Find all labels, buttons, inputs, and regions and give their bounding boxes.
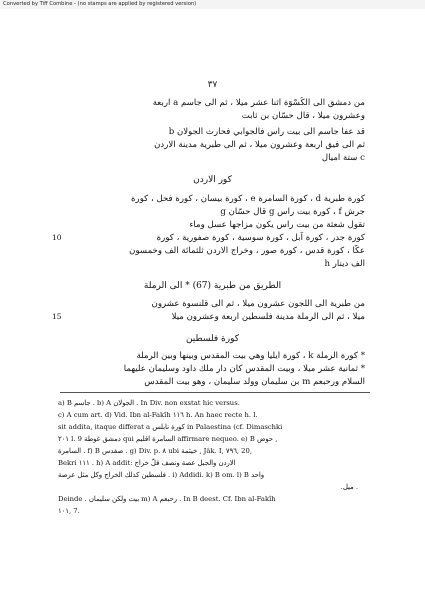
section-heading: كور الاردن: [193, 175, 232, 185]
footnote-line: فلسطين كذلك الخراج وكل مثل عرصة . i) Addidi. k) B om. l) B واحد: [58, 471, 265, 479]
footnote-line: Deinde . بيت ولكن سليمان m) A رحبعم . In B deest. Cf. Ibn al-Fakîh: [58, 495, 276, 503]
text-line: من دمشق الى الكُسْوَة اثنا عشر ميلا ، ثم الى جاسم a اربعة: [152, 98, 365, 108]
footnote-line: .ميل .: [340, 483, 358, 491]
footnote-line: c) A cum art. d) Vid. Ibn al-Fakîh ١١٦ h. An haec recte h. l.: [58, 411, 258, 419]
text-line: ثم الى فيق اربعة وعشرون ميلا ، ثم الى طبرية مدينة الاردن: [154, 140, 365, 150]
line-number: 15: [52, 312, 62, 321]
page-number: ٣٧: [207, 80, 218, 90]
text-line: السلام ورحبعم m بن سليمان وولد سليمان ، وهو بيت المقدس: [144, 377, 365, 387]
text-line: كورة جدر ، كورة آبل ، كورة سوسية ، كورة صفورية ، كورة: [156, 233, 365, 243]
footnote-line: a) B جاسم . b) A الجولان . In Div. non exstat hic versus.: [58, 399, 240, 407]
text-line: من طبرية الى اللجون عشرون ميلا ، ثم الى قلنسوة عشرون: [151, 299, 365, 309]
footnote-line: ١٠١, 7.: [58, 507, 80, 515]
text-line: تقول شعثة من بيت راس يكون مزاجها عسل وماء: [189, 220, 365, 230]
scan-banner: Converted by Tiff Combine - (no stamps are applied by registered version): [0, 0, 425, 9]
section-heading: الطريق من طبرية (67) * الى الرملة: [143, 281, 282, 291]
text-line: الف دينار h: [324, 259, 365, 269]
text-line: * كورة الرملة k ، كورة ايليا وهي بيت المقدس وبينها وبين الرملة: [136, 351, 365, 361]
footnote-line: ٢٠١ l. 9 دمشق غوطة qui السامرة اقليم affirmare nequeo. e) B حوض ,: [58, 435, 278, 443]
text-line: جرش f ، كورة بيت راس g قال حسّان g: [220, 207, 365, 217]
footnote-rule: [60, 392, 370, 393]
text-line: ميلا ، ثم الى الرملة مدينة فلسطين اربعة وعشرون ميلا: [171, 312, 365, 322]
footnote-line: السامرة . f) B صفدس . g) Div. p. ٨ ubi خيثمة , Jâk. I, ٧٩٦, 20,: [58, 447, 252, 455]
footnote-line: sit addita, itaque differat a كورة نابلس in Palaestina (cf. Dimaschki: [58, 423, 283, 431]
text-line: عكّا ، كورة قدس ، كورة صور ، وخراج الاردن ثلثمائة الف وخمسون: [129, 246, 365, 256]
footnote-line: Bekri ١١١ . h) A addit: الاردن والجبل عصة ونصف قلّ خراج: [58, 459, 236, 467]
text-line: c ستة اميال: [321, 153, 365, 163]
text-line: وعشرون ميلا ، قال حسّان بن ثابت: [241, 111, 365, 121]
text-line: قد عفا جاسم الى بيت راس فالجوابي فحارث الجولان b: [168, 127, 365, 137]
text-line: * ثمانية عشر ميلا ، وبيت المقدس كان دار ملك داود وسليمان عليهما: [123, 364, 365, 374]
line-number: 10: [52, 233, 62, 242]
section-heading: كورة فلسطين: [185, 334, 240, 344]
text-line: كورة طبرية d ، كورة السامرة e ، كورة بيسان ، كورة فحل ، كورة: [131, 194, 365, 204]
